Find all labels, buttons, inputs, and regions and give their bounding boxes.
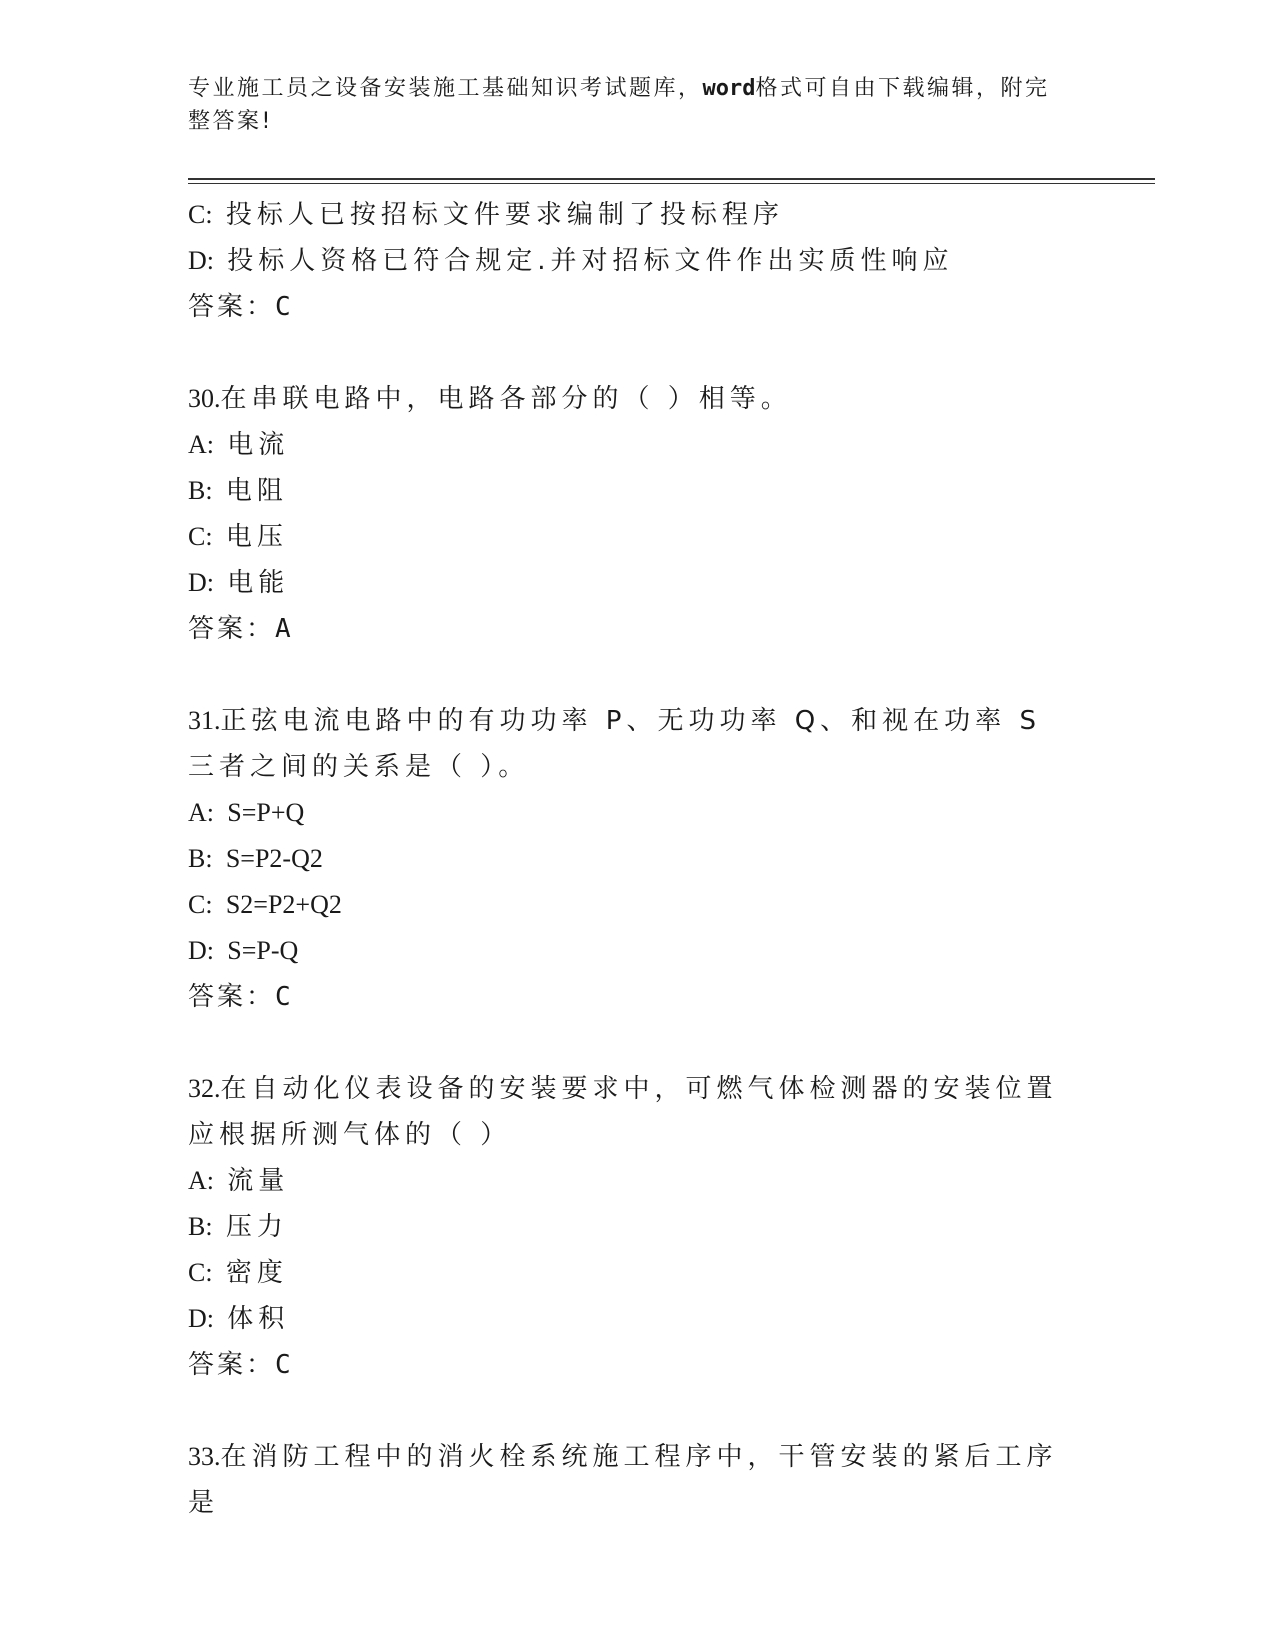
question-32 bbox=[188, 1066, 1088, 1388]
answer-label: 答案： bbox=[188, 1350, 276, 1380]
question-number: 31. bbox=[188, 706, 221, 735]
option-d bbox=[188, 560, 1088, 606]
answer-label: 答案： bbox=[188, 982, 276, 1012]
answer-value: C bbox=[275, 292, 291, 322]
option-label: D: bbox=[188, 936, 214, 965]
answer-value: C bbox=[275, 982, 291, 1012]
option-text: 电阻 bbox=[225, 476, 288, 506]
option-label: A: bbox=[188, 798, 214, 827]
option-c bbox=[188, 1250, 1088, 1296]
question-title bbox=[188, 1434, 1068, 1526]
question-text: 正弦电流电路中的有功功率 P、无功功率 Q、和视在功率 S 三者之间的关系是（ ）。 bbox=[188, 706, 1041, 782]
answer-line bbox=[188, 606, 1088, 652]
option-a bbox=[188, 1158, 1088, 1204]
option-text: 投标人资格已符合规定.并对招标文件作出实质性响应 bbox=[227, 246, 954, 276]
header-word: word bbox=[702, 76, 756, 101]
question-number: 32. bbox=[188, 1074, 221, 1103]
option-d bbox=[188, 1296, 1088, 1342]
option-text: 密度 bbox=[225, 1258, 288, 1288]
option-b bbox=[188, 468, 1088, 514]
question-30 bbox=[188, 376, 1088, 652]
question-text: 在消防工程中的消火栓系统施工程序中，干管安装的紧后工序是 bbox=[188, 1442, 1058, 1518]
option-label: B: bbox=[188, 844, 213, 873]
spacer bbox=[188, 652, 1088, 698]
header-rule-thin bbox=[188, 183, 1155, 184]
option-text: S=P+Q bbox=[227, 798, 305, 827]
spacer bbox=[188, 1020, 1088, 1066]
option-label: D: bbox=[188, 1304, 214, 1333]
option-b bbox=[188, 836, 1088, 882]
question-33 bbox=[188, 1434, 1088, 1526]
prev-question bbox=[188, 192, 1088, 330]
option-label: C: bbox=[188, 1258, 213, 1287]
question-31 bbox=[188, 698, 1088, 1020]
option-b bbox=[188, 1204, 1088, 1250]
option-c bbox=[188, 192, 1088, 238]
header-text-after: 格式可自由下载编辑，附完整答案! bbox=[188, 76, 1050, 134]
header-rule-thick bbox=[188, 178, 1155, 180]
question-number: 30. bbox=[188, 384, 221, 413]
option-label: C: bbox=[188, 890, 213, 919]
option-text: 电能 bbox=[227, 568, 290, 598]
option-text: 投标人已按招标文件要求编制了投标程序 bbox=[225, 200, 784, 230]
question-title bbox=[188, 698, 1068, 790]
option-a bbox=[188, 422, 1088, 468]
option-d bbox=[188, 238, 1088, 284]
header-text-before: 专业施工员之设备安装施工基础知识考试题库， bbox=[188, 76, 703, 101]
answer-line bbox=[188, 1342, 1088, 1388]
question-title bbox=[188, 1066, 1068, 1158]
question-list bbox=[188, 192, 1088, 1526]
question-text: 在自动化仪表设备的安装要求中，可燃气体检测器的安装位置应根据所测气体的（ ） bbox=[188, 1074, 1058, 1150]
answer-line bbox=[188, 974, 1088, 1020]
question-number: 33. bbox=[188, 1442, 221, 1471]
option-a bbox=[188, 790, 1088, 836]
option-text: 电压 bbox=[225, 522, 288, 552]
option-text: 电流 bbox=[227, 430, 290, 460]
option-label: A: bbox=[188, 430, 214, 459]
option-c bbox=[188, 882, 1088, 928]
question-title bbox=[188, 376, 1068, 422]
option-d bbox=[188, 928, 1088, 974]
option-label: D: bbox=[188, 246, 214, 275]
option-label: D: bbox=[188, 568, 214, 597]
option-text: S2=P2+Q2 bbox=[225, 890, 342, 919]
answer-label: 答案： bbox=[188, 292, 276, 322]
option-text: 压力 bbox=[225, 1212, 288, 1242]
document-header bbox=[188, 72, 1068, 138]
question-text: 在串联电路中，电路各部分的（ ）相等。 bbox=[220, 384, 792, 414]
answer-value: A bbox=[275, 614, 291, 644]
option-label: C: bbox=[188, 200, 213, 229]
option-text: 流量 bbox=[227, 1166, 290, 1196]
option-text: 体积 bbox=[227, 1304, 290, 1334]
spacer bbox=[188, 330, 1088, 376]
answer-value: C bbox=[275, 1350, 291, 1380]
spacer bbox=[188, 1388, 1088, 1434]
option-text: S=P2-Q2 bbox=[225, 844, 323, 873]
option-label: C: bbox=[188, 522, 213, 551]
option-label: B: bbox=[188, 476, 213, 505]
option-label: A: bbox=[188, 1166, 214, 1195]
answer-line bbox=[188, 284, 1088, 330]
option-text: S=P-Q bbox=[227, 936, 299, 965]
option-c bbox=[188, 514, 1088, 560]
option-label: B: bbox=[188, 1212, 213, 1241]
answer-label: 答案： bbox=[188, 614, 276, 644]
